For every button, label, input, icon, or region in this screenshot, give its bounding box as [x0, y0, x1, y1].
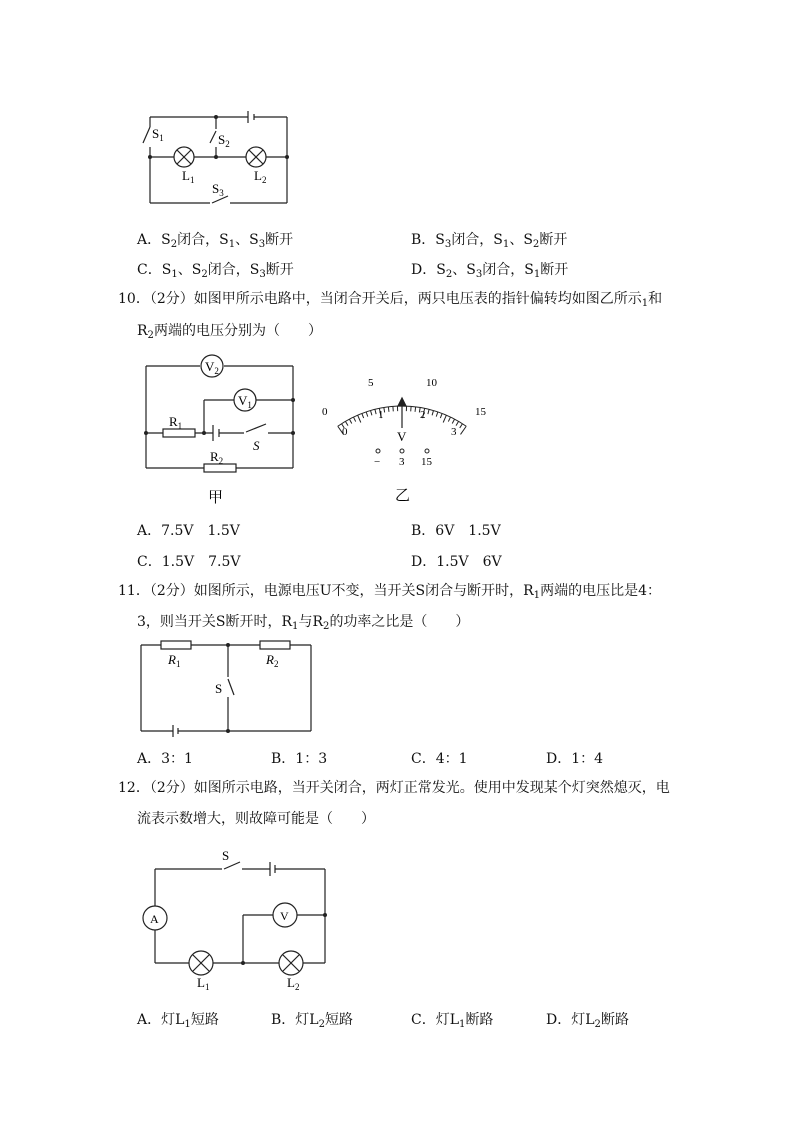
dial-tick — [428, 409, 429, 414]
q10-r2-label: R — [210, 449, 219, 464]
dial-tick — [384, 407, 385, 412]
dial-tick — [452, 419, 454, 423]
svg-text:R1: $R_1$ — [169, 414, 183, 431]
q12-l2-label: L — [287, 975, 295, 990]
q9-s2-label: S — [218, 132, 226, 147]
dial-tick — [358, 415, 361, 422]
q12-question-line1: 12．（2分）如图所示电路，当开关闭合，两灯正常发光。使用中发现某个灯突然熄灭，电 — [118, 780, 670, 796]
q12-l1-label: L — [197, 975, 205, 990]
q10-dial-outer-15: 15 — [475, 406, 486, 418]
svg-text:R1: $R_1$ — [168, 652, 181, 669]
q11-switch-label: S — [215, 681, 223, 696]
q10-option-c[interactable]: C．1.5V 7.5V — [137, 554, 241, 570]
dial-tick — [436, 412, 438, 417]
svg-text:V2: $V_2$ — [205, 359, 219, 376]
q12-option-a[interactable]: A．灯$L_1$短路 — [137, 1012, 219, 1031]
q10-option-b[interactable]: B．6V 1.5V — [411, 523, 501, 539]
q10-circuit-diagram — [138, 352, 303, 512]
q10-option-d[interactable]: D．1.5V 6V — [411, 554, 502, 570]
q10-caption-jia: 甲 — [208, 490, 224, 506]
q10-dial-outer-0: 0 — [322, 406, 328, 418]
q11-option-b[interactable]: B．1：3 — [271, 751, 328, 767]
q10-voltmeter-dial — [315, 368, 500, 508]
q11-option-a[interactable]: A．3：1 — [137, 751, 193, 767]
q10-dial-inner-3: 3 — [451, 426, 457, 438]
dial-tick — [388, 407, 389, 412]
q9-l2-label: L — [254, 168, 262, 183]
q10-r1-label: R — [169, 414, 178, 429]
q11-question-line1: 11．（2分）如图所示，电源电压U不变，当开关S闭合与断开时，$R_1$两端的电压比是4： — [118, 583, 661, 602]
svg-text:L2: $L_2$ — [254, 168, 267, 185]
q12-switch-label: S — [222, 848, 230, 863]
dial-tick — [353, 417, 355, 422]
q10-dial-outer-5: 5 — [368, 377, 374, 389]
dial-tick — [371, 411, 372, 416]
q10-v1-label: V — [238, 393, 248, 408]
q12-option-b[interactable]: B．灯$L_2$短路 — [271, 1012, 354, 1031]
q10-dial-inner-2: 2 — [420, 409, 426, 421]
dial-tick — [460, 426, 466, 434]
q9-option-a[interactable]: A．$S_2$闭合，$S_1$、$S_3$断开 — [137, 232, 294, 251]
q10-dial-inner-0: 0 — [342, 426, 348, 438]
svg-text:R2: $R_2$ — [210, 449, 224, 466]
q10-terminal-15: 15 — [421, 456, 432, 468]
svg-text:R2: $R_2$ — [266, 652, 279, 669]
q12-circuit-diagram — [138, 846, 338, 994]
dial-tick — [448, 417, 450, 422]
q10-terminal-negative: − — [374, 456, 381, 468]
q12-ammeter-label: A — [150, 912, 159, 926]
q10-dial-unit: V — [397, 429, 407, 444]
q10-caption-yi: 乙 — [395, 488, 411, 504]
q12-option-c[interactable]: C．灯$L_1$断路 — [411, 1012, 494, 1031]
q9-s3-label: S — [212, 181, 220, 196]
q10-option-a[interactable]: A．7.5V 1.5V — [137, 523, 240, 539]
dial-tick — [375, 409, 376, 414]
q9-l1-label: L — [182, 168, 190, 183]
q10-dial-inner-1: 1 — [378, 409, 384, 421]
dial-tick — [440, 413, 442, 418]
q11-circuit-diagram — [135, 633, 320, 738]
dial-tick — [460, 424, 463, 428]
svg-text:L1: $L_1$ — [182, 168, 195, 185]
q12-voltmeter-label: V — [280, 909, 289, 923]
dial-tick — [415, 407, 416, 412]
svg-text:S2: $S_2$ — [218, 132, 230, 149]
q9-option-d[interactable]: D．$S_2$、$S_3$闭合，$S_1$断开 — [411, 262, 569, 281]
q11-r1-label: R — [168, 652, 176, 667]
q9-s1-label: S — [152, 126, 160, 141]
q10-terminal-3: 3 — [399, 456, 405, 468]
dial-tick — [362, 413, 364, 418]
svg-text:S1: $S_1$ — [152, 126, 164, 143]
svg-text:S3: $S_3$ — [212, 181, 224, 198]
dial-tick — [366, 412, 368, 417]
q11-option-c[interactable]: C．4：1 — [411, 751, 468, 767]
q11-r2-label: R — [266, 652, 274, 667]
svg-text:L1: $L_1$ — [197, 975, 210, 992]
q11-option-d[interactable]: D．1：4 — [546, 751, 604, 767]
q12-question-line2: 流表示数增大，则故障可能是（ ） — [137, 811, 375, 827]
q10-question-line2: $R_2$两端的电压分别为（ ） — [137, 323, 322, 342]
q11-question-line2: 3，则当开关S断开时，$R_1$与$R_2$的功率之比是（ ） — [137, 614, 470, 633]
svg-text:V1: $V_1$ — [238, 393, 252, 410]
q9-option-c[interactable]: C．$S_1$、$S_2$闭合，$S_3$断开 — [137, 262, 294, 281]
dial-tick — [443, 415, 446, 422]
q10-dial-outer-10: 10 — [426, 377, 437, 389]
dial-tick — [432, 411, 433, 416]
q9-option-b[interactable]: B．$S_3$闭合，$S_1$、$S_2$断开 — [411, 232, 568, 251]
svg-text:L2: $L_2$ — [287, 975, 300, 992]
q10-question-line1: 10．（2分）如图甲所示电路中，当闭合开关后，两只电压表的指针偏转均如图乙所示$_1$和 — [118, 291, 663, 310]
dial-tick — [345, 421, 348, 425]
dial-tick — [456, 421, 459, 425]
q10-v2-label: V — [205, 359, 215, 374]
dial-tick — [349, 419, 351, 423]
q9-circuit-diagram — [130, 105, 300, 215]
q10-switch-label: S — [253, 438, 260, 453]
q12-option-d[interactable]: D．灯$L_2$断路 — [546, 1012, 629, 1031]
